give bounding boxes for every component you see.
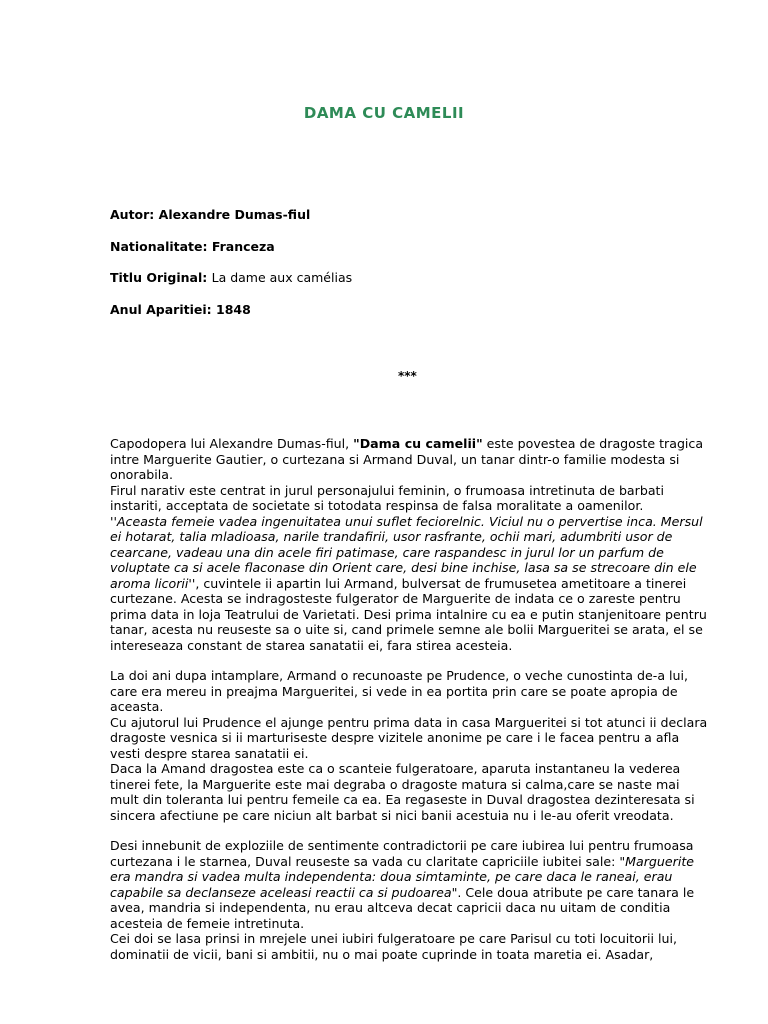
meta-nationality	[110, 239, 275, 254]
meta-author-label: Autor:	[110, 207, 155, 222]
body-text	[110, 436, 710, 962]
meta-year	[110, 302, 251, 317]
paragraph: Desi innebunit de exploziile de sentimente contradictorii pe care iubirea lui pentru frumoasa curtezana i le starnea, Duval reuseste sa vada cu claritate capriciile iubitei sale: "Marguerite era mandra si vadea multa independenta: doua simtaminte, pe care daca le raneai, erau capabile sa declanseze aceleasi reactii ca si pudoarea". Cele doua atribute pe care tanara le avea, mandria si independenta, nu erau altceva decat capricii daca nu uitam de conditia acesteia de femeie intretinuta.	[110, 838, 695, 931]
meta-author-value: Alexandre Dumas-fiul	[158, 207, 311, 222]
paragraph: Capodopera lui Alexandre Dumas-fiul, "Dama cu camelii" este povestea de dragoste tragica intre Marguerite Gautier, o curtezana si Armand Duval, un tanar dintr-o familie modesta si onorabila.	[110, 436, 704, 482]
meta-year-value: 1848	[216, 302, 251, 317]
document-title: DAMA CU CAMELII	[303, 104, 465, 122]
meta-year-label: Anul Aparitiei:	[110, 302, 212, 317]
paragraph: La doi ani dupa intamplare, Armand o recunoaste pe Prudence, o veche cunostinta de-a lui, care era mereu in preajma Margueritei, si vede in ea portita prin care se poate apropia de aceasta.	[110, 668, 689, 714]
paragraph: Cei doi se lasa prinsi in mrejele unei iubiri fulgeratoare pe care Parisul cu toti locuitorii lui, dominatii de vicii, bani si ambitii, nu o mai poate cuprinde in toata maretia ei. Asadar,	[110, 931, 678, 962]
meta-nationality-label: Nationalitate:	[110, 239, 208, 254]
paragraph: ''Aceasta femeie vadea ingenuitatea unui suflet feciorelnic. Viciul nu o pervertise inca. Mersul ei hotarat, talia mladioasa, narile trandafirii, usor rasfrante, ochii mari, adumbriti usor de cearcane, vadeau una din acele firi patimase, care raspandesc in jurul lor un parfum de voluptate ca si acele flaconase din Orient care, desi bine inchise, lasa sa se strecoare din ele aroma licorii'', cuvintele ii apartin lui Armand, bulversat de frumusetea ametitoare a tinerei curtezane. Acesta se indragosteste fulgerator de Marguerite de indata ce o zareste pentru prima data in loja Teatrului de Varietati. Desi prima intalnire cu ea e putin stanjenitoare pentru tanar, acesta nu reuseste sa o uite si, cand primele semne ale bolii Margueritei se arata, el se intereseaza constant de starea sanatatii ei, fara stirea acesteia.	[110, 513, 707, 653]
meta-original-title-value: La dame aux camélias	[211, 270, 353, 285]
paragraph: Daca la Amand dragostea este ca o scanteie fulgeratoare, aparuta instantaneu la vederea tinerei fete, la Marguerite este mai degraba o dragoste matura si calma,care se naste mai mult din toleranta lui pentru femeile ca ea. Ea regaseste in Duval dragostea dezinteresata si sincera afectiune pe care niciun alt barbat si nici banii acestuia nu i le-au oferit vreodata.	[110, 761, 695, 823]
section-separator: ***	[398, 369, 417, 383]
paragraph: Cu ajutorul lui Prudence el ajunge pentru prima data in casa Margueritei si tot atunci ii declara dragoste vesnica si ii marturiseste despre vizitele anonime pe care i le facea pentru a afla vesti despre starea sanatatii ei.	[110, 714, 708, 761]
paragraph: Firul narativ este centrat in jurul personajului feminin, o frumoasa intretinuta de barbati instariti, acceptata de societate si totodata respinsa de falsa moralitate a oamenilor.	[110, 482, 664, 513]
meta-nationality-value: Franceza	[211, 239, 275, 254]
meta-author	[110, 207, 310, 222]
meta-original-title	[110, 270, 352, 285]
meta-original-title-label: Titlu Original:	[110, 270, 208, 285]
